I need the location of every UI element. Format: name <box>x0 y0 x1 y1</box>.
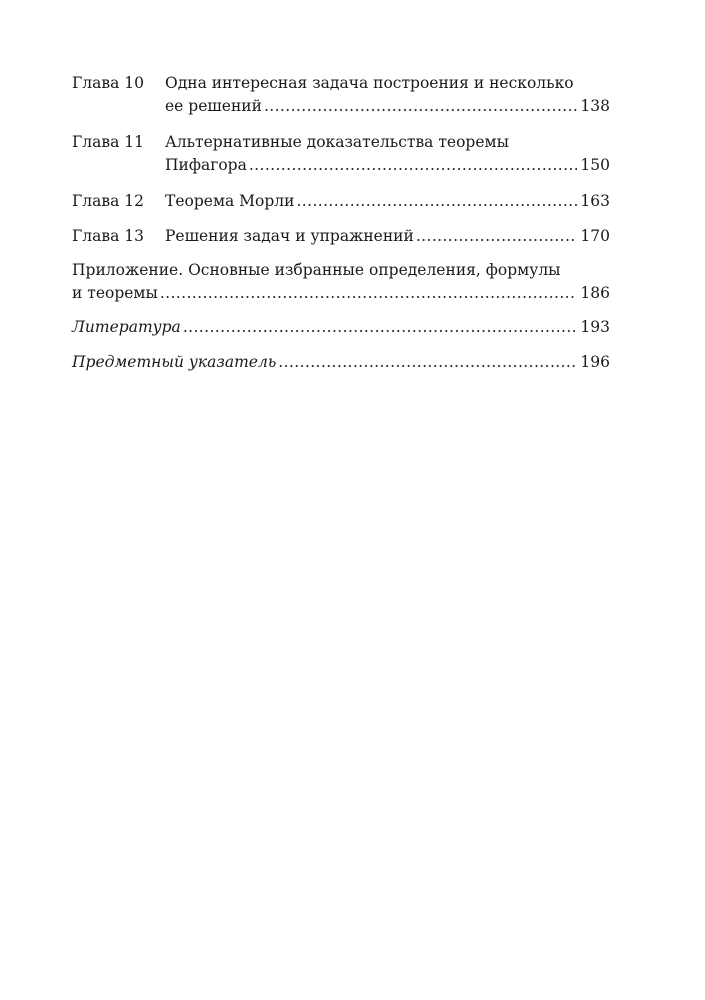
toc-entry-literature[interactable] <box>72 316 610 339</box>
leader-line <box>72 351 610 374</box>
leader-line <box>165 154 610 177</box>
dot-leader <box>183 316 578 339</box>
chapter-title-block <box>165 190 610 213</box>
chapter-number: Глава 12 <box>72 192 144 210</box>
dot-leader <box>296 190 577 213</box>
toc-entry-appendix[interactable] <box>72 259 610 305</box>
appendix-title: Приложение. Основные избранные определения, формулы <box>72 261 561 279</box>
chapter-title-continuation: ее решений <box>165 97 262 115</box>
chapter-title-block <box>165 131 610 177</box>
toc-entry-chapter-10[interactable] <box>72 72 610 118</box>
toc-entry-chapter-12[interactable] <box>72 190 610 213</box>
dot-leader <box>249 154 578 177</box>
chapter-title-block <box>165 225 610 248</box>
appendix-title-continuation: и теоремы <box>72 284 158 302</box>
chapter-title: Теорема Морли <box>165 192 295 210</box>
chapter-title: Альтернативные доказательства теоремы <box>165 133 509 151</box>
index-title: Предметный указатель <box>72 353 277 371</box>
leader-line <box>72 282 610 305</box>
dot-leader <box>416 225 578 248</box>
toc-entry-index[interactable] <box>72 351 610 374</box>
page-number: 186 <box>580 284 610 302</box>
literature-title: Литература <box>72 318 181 336</box>
page-number: 170 <box>580 227 610 245</box>
toc-entry-chapter-13[interactable] <box>72 225 610 248</box>
page-number: 150 <box>580 156 610 174</box>
dot-leader <box>160 282 578 305</box>
toc-entry-chapter-11[interactable] <box>72 131 610 177</box>
chapter-title-continuation: Пифагора <box>165 156 247 174</box>
chapter-number: Глава 10 <box>72 74 144 92</box>
chapter-number: Глава 11 <box>72 133 144 151</box>
dot-leader <box>264 95 577 118</box>
chapter-title-block <box>165 72 610 118</box>
chapter-title: Одна интересная задача построения и несколько <box>165 74 574 92</box>
page-number: 138 <box>580 97 610 115</box>
page-number: 163 <box>580 192 610 210</box>
table-of-contents <box>72 72 610 374</box>
dot-leader <box>278 351 577 374</box>
leader-line <box>165 95 610 118</box>
leader-line <box>72 316 610 339</box>
chapter-title: Решения задач и упражнений <box>165 227 414 245</box>
page-number: 193 <box>580 318 610 336</box>
page-number: 196 <box>580 353 610 371</box>
leader-line <box>165 190 610 213</box>
chapter-number: Глава 13 <box>72 227 144 245</box>
leader-line <box>165 225 610 248</box>
